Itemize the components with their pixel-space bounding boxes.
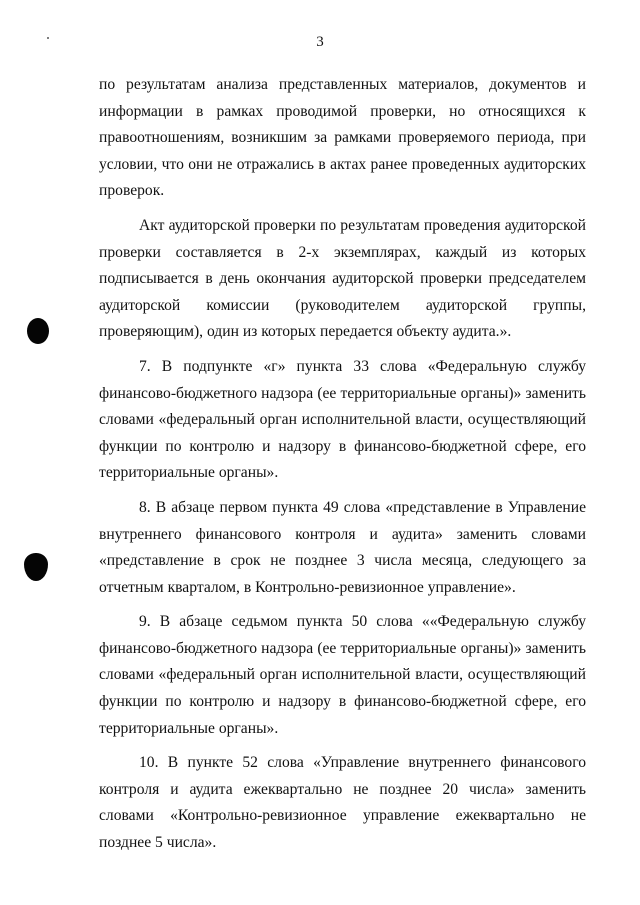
page-number: 3 [316, 34, 324, 50]
paragraph-item-8: 8. В абзаце первом пункта 49 слова «представление в Управление внутреннего финансового контроля и аудита» заменить словами «представление в срок не позднее 3 числа месяца, следующего за отчетным кварталом, в Контрольно-ревизионное управление». [99, 498, 586, 596]
document-body [99, 72, 586, 857]
paragraph-item-9: 9. В абзаце седьмом пункта 50 слова ««Федеральную службу финансово-бюджетного надзора (ее территориальные органы)» заменить словами «федеральный орган исполнительной власти, осуществляющий функции по контролю и надзору в финансово-бюджетной сфере, его территориальные органы». [99, 613, 586, 737]
paragraph-item-10: 10. В пункте 52 слова «Управление внутреннего финансового контроля и аудита ежеквартально не позднее 20 числа» заменить словами «Контрольно-ревизионное управление ежеквартально не позднее 5 числа». [99, 754, 586, 852]
paragraph-item-7: 7. В подпункте «г» пункта 33 слова «Федеральную службу финансово-бюджетного надзора (ее территориальные органы)» заменить словами «федеральный орган исполнительной власти, осуществляющий функции по контролю и надзору в финансово-бюджетной сфере, его территориальные органы». [99, 357, 586, 482]
punch-hole-mark [27, 318, 49, 344]
paragraph-continuation: по результатам анализа представленных материалов, документов и информации в рамках проводимой проверки, но относящихся к правоотношениям, возникшим за рамками проверяемого периода, при условии, что они не отражались в актах ранее проведенных аудиторских проверок. [99, 76, 586, 200]
punch-hole-mark [24, 553, 48, 581]
paragraph-audit-act: Акт аудиторской проверки по результатам проведения аудиторской проверки составляется в 2-х экземплярах, каждый из которых подписывается в день окончания аудиторской проверки председателем аудиторской комиссии (руководителем аудиторской группы, проверяющим), один из которых передается объекту аудита.». [99, 216, 586, 341]
